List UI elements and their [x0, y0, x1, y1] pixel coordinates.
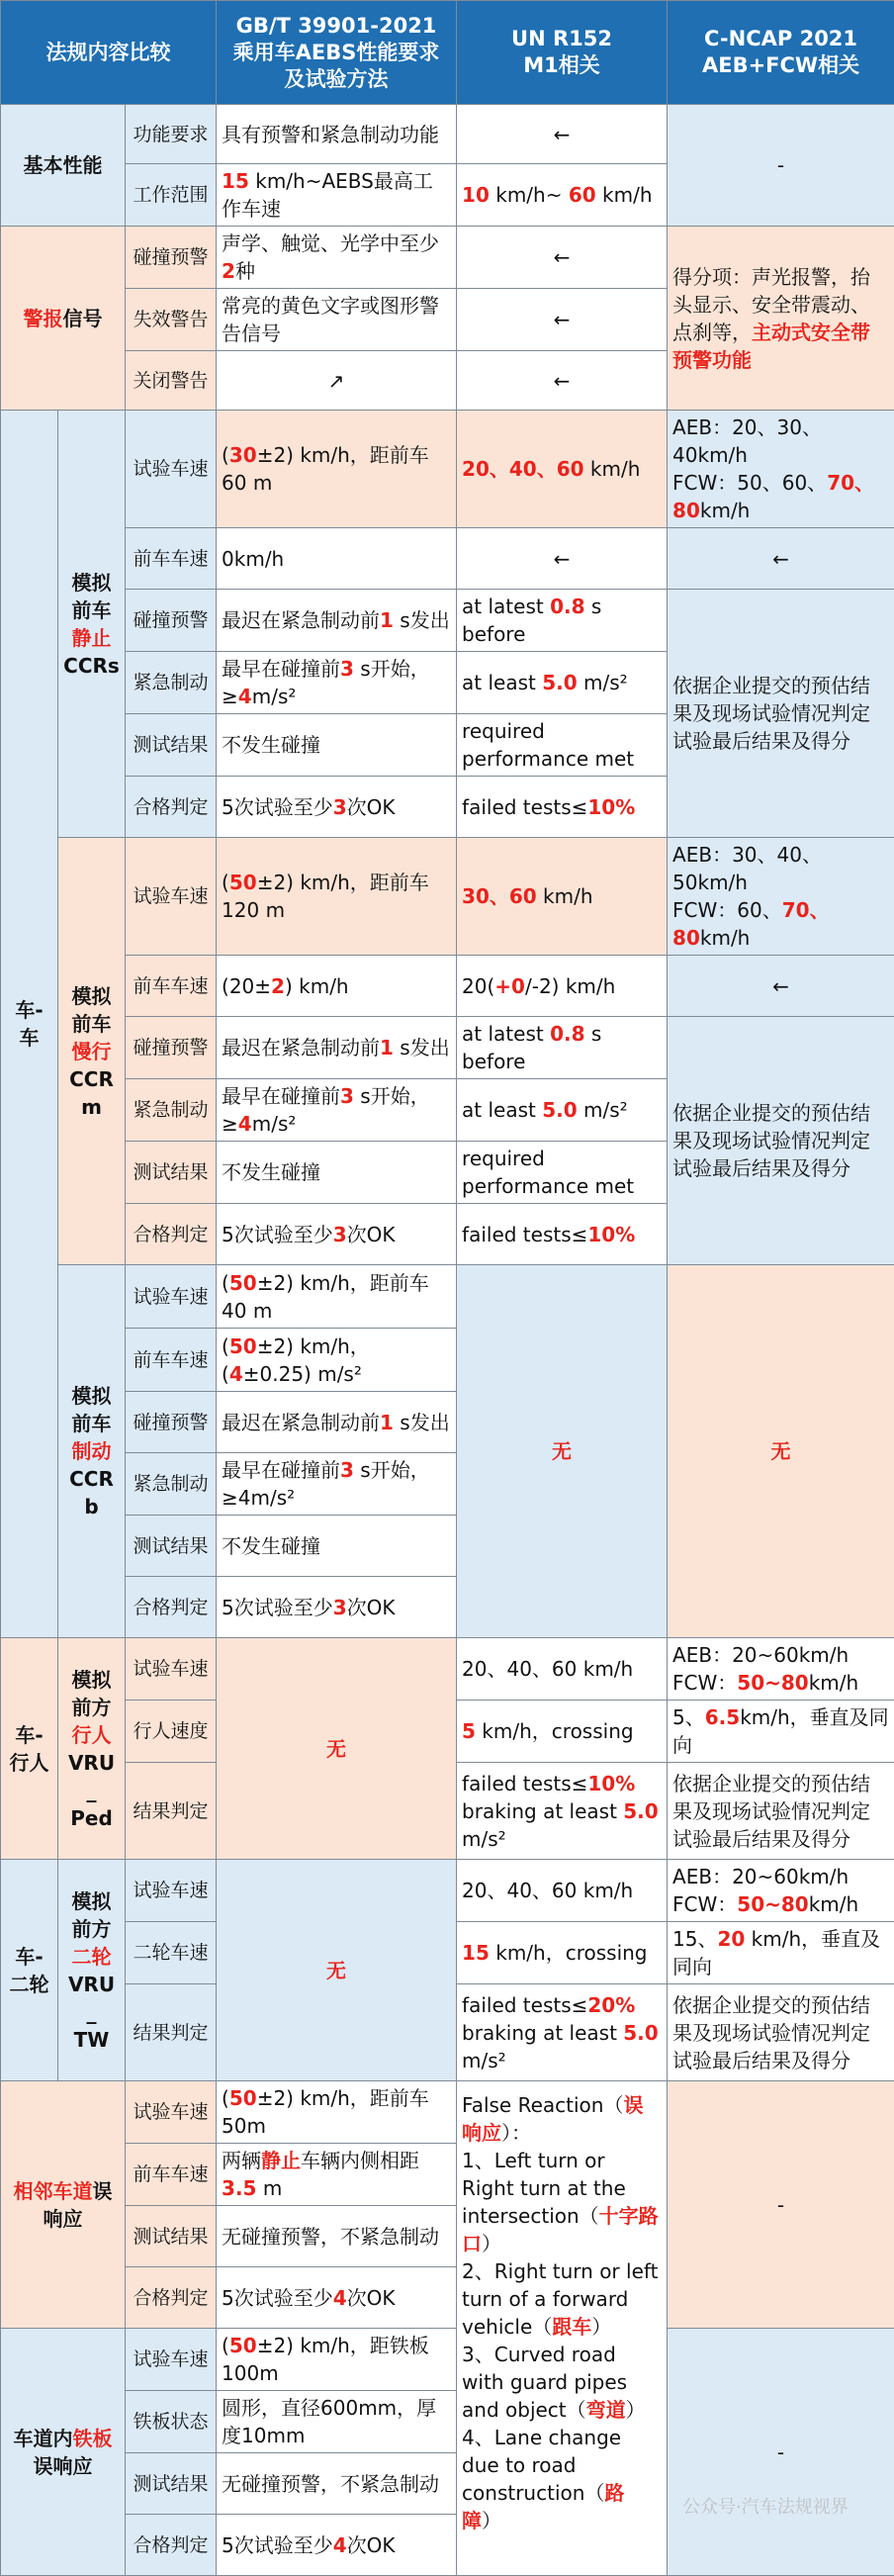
label: 试验车速 — [126, 2081, 217, 2144]
gb-cell: 5次试验至少4次OK — [217, 2515, 457, 2576]
label: 试验车速 — [126, 2329, 217, 2391]
un-cell: ← — [457, 289, 668, 351]
cat-pedestrian: 车- 行人 — [1, 1638, 58, 1860]
gb-cell: 圆形，直径600mm，厚度10mm — [217, 2391, 457, 2453]
label: 前车车速 — [126, 2144, 217, 2206]
label: 合格判定 — [126, 777, 217, 838]
label: 碰撞预警 — [126, 590, 217, 652]
un-cell: at least 5.0 m/s² — [457, 1079, 668, 1142]
gb-cell: 不发生碰撞 — [217, 1142, 457, 1204]
label: 合格判定 — [126, 2267, 217, 2329]
un-cell: 20(+0/-2) km/h — [457, 956, 668, 1017]
label: 前车车速 — [126, 956, 217, 1017]
label: 铁板状态 — [126, 2391, 217, 2453]
header-compare: 法规内容比较 — [1, 1, 217, 105]
gb-cell: (50±2) km/h，距前车40 m — [217, 1265, 457, 1329]
cncap-cell: AEB：30、40、50km/h FCW：60、70、80km/h — [668, 838, 894, 956]
cncap-cell: 依据企业提交的预估结果及现场试验情况判定试验最后结果及得分 — [668, 590, 894, 838]
watermark: 公众号·汽车法规视界 — [682, 2493, 849, 2519]
label: 测试结果 — [126, 2453, 217, 2515]
gb-cell: (50±2) km/h，距铁板100m — [217, 2329, 457, 2391]
un-false-reaction: False Reaction（误响应）： 1、Left turn or Right turn at the intersection（十字路口） 2、Right turn or left turn of a forward vehicle（跟车） 3、Curved road with guard pipes and object（弯道） 4、Lane change due to road construction（路障） — [457, 2081, 668, 2576]
header-cncap: C-NCAP 2021 AEB+FCW相关 — [668, 1, 894, 105]
gb-cell: 5次试验至少4次OK — [217, 2267, 457, 2329]
gb-cell: 具有预警和紧急制动功能 — [217, 105, 457, 164]
un-cell: ← — [457, 105, 668, 164]
cncap-cell: 5、6.5km/h，垂直及同向 — [668, 1701, 894, 1763]
label: 失效警告 — [126, 289, 217, 351]
header-gb: GB/T 39901-2021 乘用车AEBS性能要求 及试验方法 — [217, 1, 457, 105]
cncap-cell: 得分项：声光报警，抬头显示、安全带震动、点刹等，主动式安全带预警功能 — [668, 227, 894, 411]
un-cell: 20、40、60 km/h — [457, 1638, 668, 1701]
sub-ccrm: 模拟 前车 慢行 CCR m — [58, 838, 126, 1265]
gb-cell: 声学、触觉、光学中至少2种 — [217, 227, 457, 289]
gb-cell: 最迟在紧急制动前1 s发出 — [217, 1392, 457, 1453]
gb-cell: 不发生碰撞 — [217, 1516, 457, 1577]
gb-cell: (20±2) km/h — [217, 956, 457, 1017]
label: 工作范围 — [126, 164, 217, 227]
header-un: UN R152 M1相关 — [457, 1, 668, 105]
un-cell: failed tests≤10% — [457, 1204, 668, 1265]
cncap-cell: - — [668, 2329, 894, 2576]
un-cell: at least 5.0 m/s² — [457, 652, 668, 714]
cat-two-wheeler: 车- 二轮 — [1, 1860, 58, 2081]
un-cell: required performance met — [457, 1142, 668, 1204]
label: 紧急制动 — [126, 1079, 217, 1142]
cncap-cell: 依据企业提交的预估结果及现场试验情况判定试验最后结果及得分 — [668, 1763, 894, 1860]
sub-ccrs: 模拟 前车 静止 CCRs — [58, 411, 126, 838]
label: 试验车速 — [126, 1860, 217, 1922]
un-cell: 30、60 km/h — [457, 838, 668, 956]
un-cell: 10 km/h~ 60 km/h — [457, 164, 668, 227]
label: 测试结果 — [126, 1142, 217, 1204]
cncap-cell: - — [668, 105, 894, 227]
cncap-cell: ← — [668, 956, 894, 1017]
label: 结果判定 — [126, 1984, 217, 2081]
label: 试验车速 — [126, 1265, 217, 1329]
gb-cell: (50±2) km/h，距前车120 m — [217, 838, 457, 956]
un-cell: 20、40、60 km/h — [457, 411, 668, 528]
label: 碰撞预警 — [126, 1017, 217, 1079]
gb-cell: 无碰撞预警，不紧急制动 — [217, 2453, 457, 2515]
cncap-cell: 无 — [668, 1265, 894, 1638]
un-cell: at latest 0.8 s before — [457, 1017, 668, 1079]
un-cell: 无 — [457, 1265, 668, 1638]
gb-cell: 5次试验至少3次OK — [217, 1204, 457, 1265]
label: 碰撞预警 — [126, 227, 217, 289]
cat-alarm: 警报信号 — [1, 227, 126, 411]
gb-cell: 最早在碰撞前3 s开始，≥4m/s² — [217, 652, 457, 714]
cncap-cell: AEB：20~60km/h FCW：50~80km/h — [668, 1638, 894, 1701]
cncap-cell: 15、20 km/h，垂直及同向 — [668, 1922, 894, 1984]
label: 功能要求 — [126, 105, 217, 164]
un-cell: failed tests≤10% braking at least 5.0 m/s² — [457, 1763, 668, 1860]
label: 测试结果 — [126, 714, 217, 777]
un-cell: ← — [457, 351, 668, 411]
gb-cell: 无 — [217, 1638, 457, 1860]
label: 前车车速 — [126, 1329, 217, 1392]
gb-cell: (50±2) km/h，(4±0.25) m/s² — [217, 1329, 457, 1392]
gb-cell: (50±2) km/h，距前车50m — [217, 2081, 457, 2144]
label: 碰撞预警 — [126, 1392, 217, 1453]
gb-cell: 最早在碰撞前3 s开始，≥4m/s² — [217, 1453, 457, 1516]
sub-vru-ped: 模拟 前方 行人 VRU_ Ped — [58, 1638, 126, 1860]
label: 合格判定 — [126, 1577, 217, 1638]
gb-cell: (30±2) km/h，距前车60 m — [217, 411, 457, 528]
un-cell: at latest 0.8 s before — [457, 590, 668, 652]
label: 试验车速 — [126, 411, 217, 528]
gb-cell: 最早在碰撞前3 s开始，≥4m/s² — [217, 1079, 457, 1142]
gb-cell: 最迟在紧急制动前1 s发出 — [217, 590, 457, 652]
cncap-cell: AEB：20~60km/h FCW：50~80km/h — [668, 1860, 894, 1922]
cncap-cell: - — [668, 2081, 894, 2329]
cat-basic: 基本性能 — [1, 105, 126, 227]
sub-vru-tw: 模拟 前方 二轮 VRU_ TW — [58, 1860, 126, 2081]
cncap-cell: 依据企业提交的预估结果及现场试验情况判定试验最后结果及得分 — [668, 1017, 894, 1265]
sub-ccrb: 模拟 前车 制动 CCR b — [58, 1265, 126, 1638]
label: 关闭警告 — [126, 351, 217, 411]
label: 前车车速 — [126, 528, 217, 590]
label: 合格判定 — [126, 2515, 217, 2576]
cncap-cell: 依据企业提交的预估结果及现场试验情况判定试验最后结果及得分 — [668, 1984, 894, 2081]
gb-cell: 无碰撞预警，不紧急制动 — [217, 2206, 457, 2267]
gb-cell: 两辆静止车辆内侧相距3.5 m — [217, 2144, 457, 2206]
un-cell: failed tests≤20% braking at least 5.0 m/s² — [457, 1984, 668, 2081]
cncap-cell: AEB：20、30、40km/h FCW：50、60、70、80km/h — [668, 411, 894, 528]
un-cell: ← — [457, 528, 668, 590]
label: 行人速度 — [126, 1701, 217, 1763]
un-cell: 5 km/h，crossing — [457, 1701, 668, 1763]
label: 测试结果 — [126, 2206, 217, 2267]
label: 试验车速 — [126, 838, 217, 956]
cncap-cell: ← — [668, 528, 894, 590]
gb-cell: 无 — [217, 1860, 457, 2081]
gb-cell: 5次试验至少3次OK — [217, 1577, 457, 1638]
un-cell: failed tests≤10% — [457, 777, 668, 838]
un-cell: required performance met — [457, 714, 668, 777]
label: 紧急制动 — [126, 1453, 217, 1516]
un-cell: 20、40、60 km/h — [457, 1860, 668, 1922]
un-cell: ← — [457, 227, 668, 289]
cat-steel-plate: 车道内铁板 误响应 — [1, 2329, 126, 2576]
un-cell: 15 km/h，crossing — [457, 1922, 668, 1984]
gb-cell: 常亮的黄色文字或图形警告信号 — [217, 289, 457, 351]
label: 二轮车速 — [126, 1922, 217, 1984]
label: 测试结果 — [126, 1516, 217, 1577]
gb-cell: ↗ — [217, 351, 457, 411]
label: 紧急制动 — [126, 652, 217, 714]
gb-cell: 不发生碰撞 — [217, 714, 457, 777]
cat-adjacent-lane: 相邻车道误响应 — [1, 2081, 126, 2329]
label: 试验车速 — [126, 1638, 217, 1701]
gb-cell: 0km/h — [217, 528, 457, 590]
gb-cell: 最迟在紧急制动前1 s发出 — [217, 1017, 457, 1079]
gb-cell: 5次试验至少3次OK — [217, 777, 457, 838]
cat-car-car: 车-车 — [1, 411, 58, 1638]
gb-cell: 15 km/h~AEBS最高工作车速 — [217, 164, 457, 227]
label: 合格判定 — [126, 1204, 217, 1265]
header-row — [1, 1, 894, 105]
label: 结果判定 — [126, 1763, 217, 1860]
